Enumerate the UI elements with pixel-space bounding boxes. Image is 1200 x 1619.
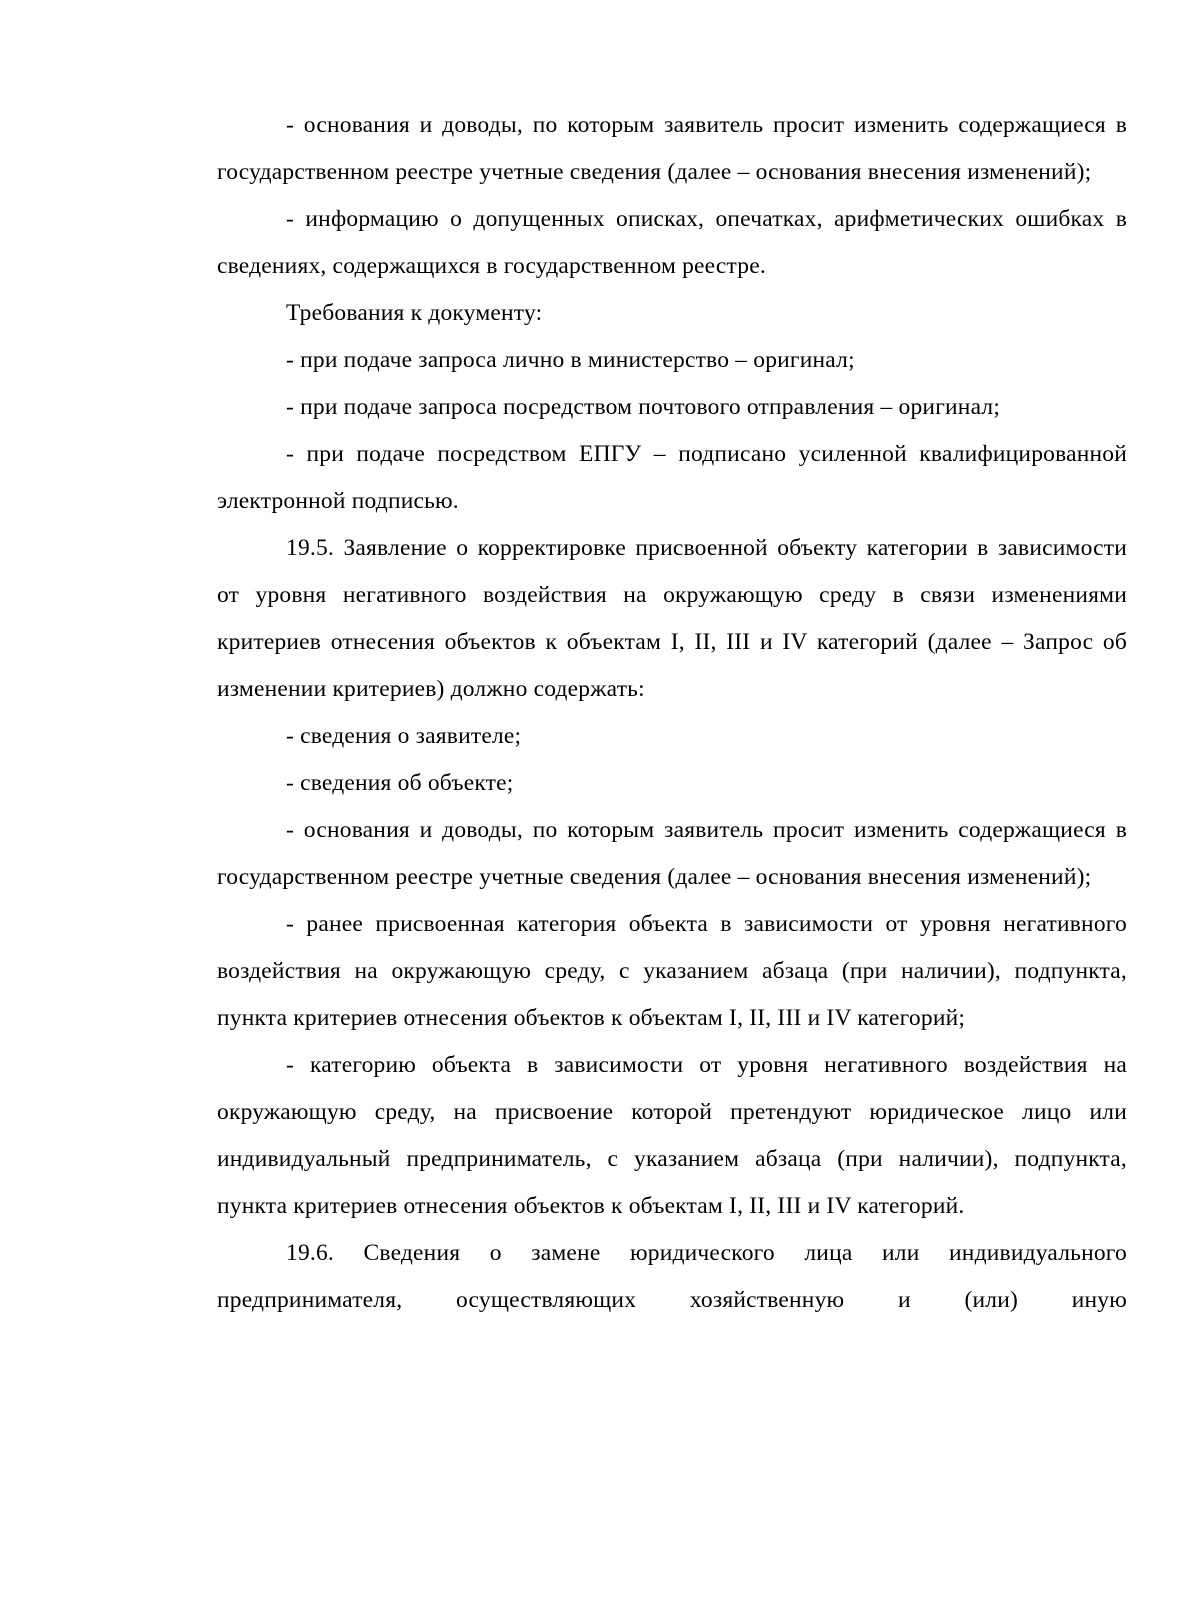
paragraph-applicant-info: - сведения о заявителе; bbox=[286, 723, 522, 749]
paragraph-document-requirements: Требования к документу: bbox=[286, 300, 543, 326]
paragraph-in-person-original: - при подаче запроса лично в министерство – оригинал; bbox=[286, 347, 855, 373]
paragraph-section-19-6: 19.6. Сведения о замене юридического лица или индивидуального предпринимателя, осуществляющих хозяйственную и (или) иную bbox=[217, 1240, 1127, 1313]
paragraph-typos-info: - информацию о допущенных описках, опечатках, арифметических ошибках в сведениях, содержащихся в государственном реестре. bbox=[217, 206, 1127, 279]
paragraph-previous-category: - ранее присвоенная категория объекта в зависимости от уровня негативного воздействия на окружающую среду, с указанием абзаца (при наличии), подпункта, пункта критериев отнесения объектов к объектам I, II, III и IV категорий; bbox=[217, 911, 1127, 1031]
document-body bbox=[217, 102, 1127, 1324]
paragraph-epgu-signature: - при подаче посредством ЕПГУ – подписано усиленной квалифицированной электронной подписью. bbox=[217, 441, 1127, 514]
paragraph-mail-original: - при подаче запроса посредством почтового отправления – оригинал; bbox=[286, 394, 1001, 420]
paragraph-section-19-5: 19.5. Заявление о корректировке присвоенной объекту категории в зависимости от уровня негативного воздействия на окружающую среду в связи изменениями критериев отнесения объектов к объектам I, II, III и IV категорий (далее – Запрос об изменении критериев) должно содержать: bbox=[217, 535, 1127, 702]
paragraph-object-info: - сведения об объекте; bbox=[286, 770, 514, 796]
paragraph-grounds-and-arguments-2: - основания и доводы, по которым заявитель просит изменить содержащиеся в государственном реестре учетные сведения (далее – основания внесения изменений); bbox=[217, 817, 1127, 890]
paragraph-claimed-category: - категорию объекта в зависимости от уровня негативного воздействия на окружающую среду, на присвоение которой претендуют юридическое лицо или индивидуальный предприниматель, с указанием абзаца (при наличии), подпункта, пункта критериев отнесения объектов к объектам I, II, III и IV категорий. bbox=[217, 1052, 1127, 1219]
paragraph-grounds-and-arguments: - основания и доводы, по которым заявитель просит изменить содержащиеся в государственном реестре учетные сведения (далее – основания внесения изменений); bbox=[217, 112, 1127, 185]
